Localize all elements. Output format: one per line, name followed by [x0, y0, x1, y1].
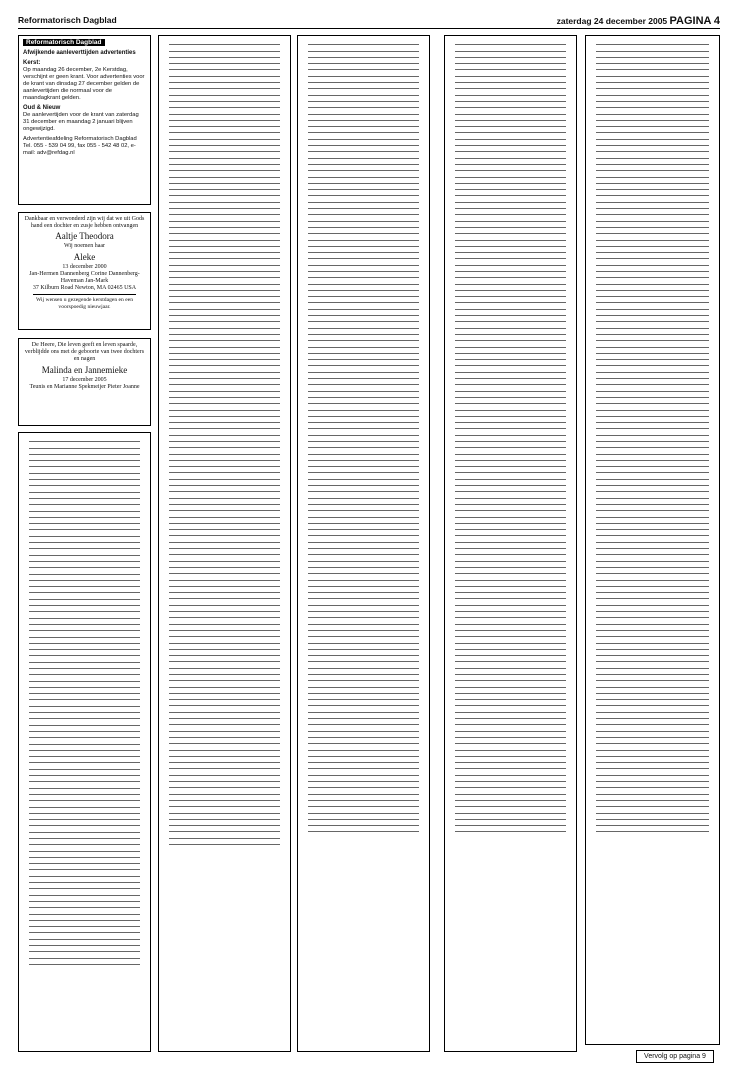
page-date: zaterdag 24 december 2005 PAGINA 4 [556, 15, 720, 27]
birth-notice: De Heere, Die leven geeft en leven spaarde, verblijdde ons met de geboorte van twee dochters en nagen Malinda en Jannemieke 17 december 2005 Teunis en Marianne Spekmeijer Pieter Joanne [18, 338, 151, 426]
notices-sketch [18, 432, 151, 1052]
logo: Reformatorisch Dagblad [23, 39, 105, 46]
notices-sketch [158, 35, 291, 1052]
notices-sketch [585, 35, 720, 1045]
page-header [18, 14, 720, 29]
continue-page-link[interactable]: Vervolg op pagina 9 [636, 1050, 714, 1063]
notices-sketch [297, 35, 430, 1052]
birth-notice: Dankbaar en verwonderd zijn wij dat we uit Gods hand een dochter en zusje hebben ontvangen Aaltje Theodora Wij noemen haar Aleke 13 december 2000 Jan-Hermen Dannenberg Corine Dannenberg-Haveman Jan-Mark 37 Kilburn Road Newton, MA 02465 USA Wij wensen u gezegende kerstdagen en een voorspoedig nieuwjaar. [18, 212, 151, 330]
notices-sketch [444, 35, 577, 1052]
paper-name: Reformatorisch Dagblad [18, 15, 117, 25]
advertising-info-box: Reformatorisch Dagblad Afwijkende aanleverttijden advertenties Kerst: Op maandag 26 december, 2e Kerstdag, verschijnt er geen krant. Voor advertenties voor de krant van dinsdag 27 december gelden de aanlevertijden die normaal voor de maandagkrant gelden. Oud & Nieuw De aanlevertijden voor de krant van zaterdag 31 december en maandag 2 januari blijven ongewijzigd. Advertentieafdeling Reformatorisch Dagblad Tel. 055 - 539 04 99, fax 055 - 542 48 02, e-mail: adv@refdag.nl [18, 35, 151, 205]
